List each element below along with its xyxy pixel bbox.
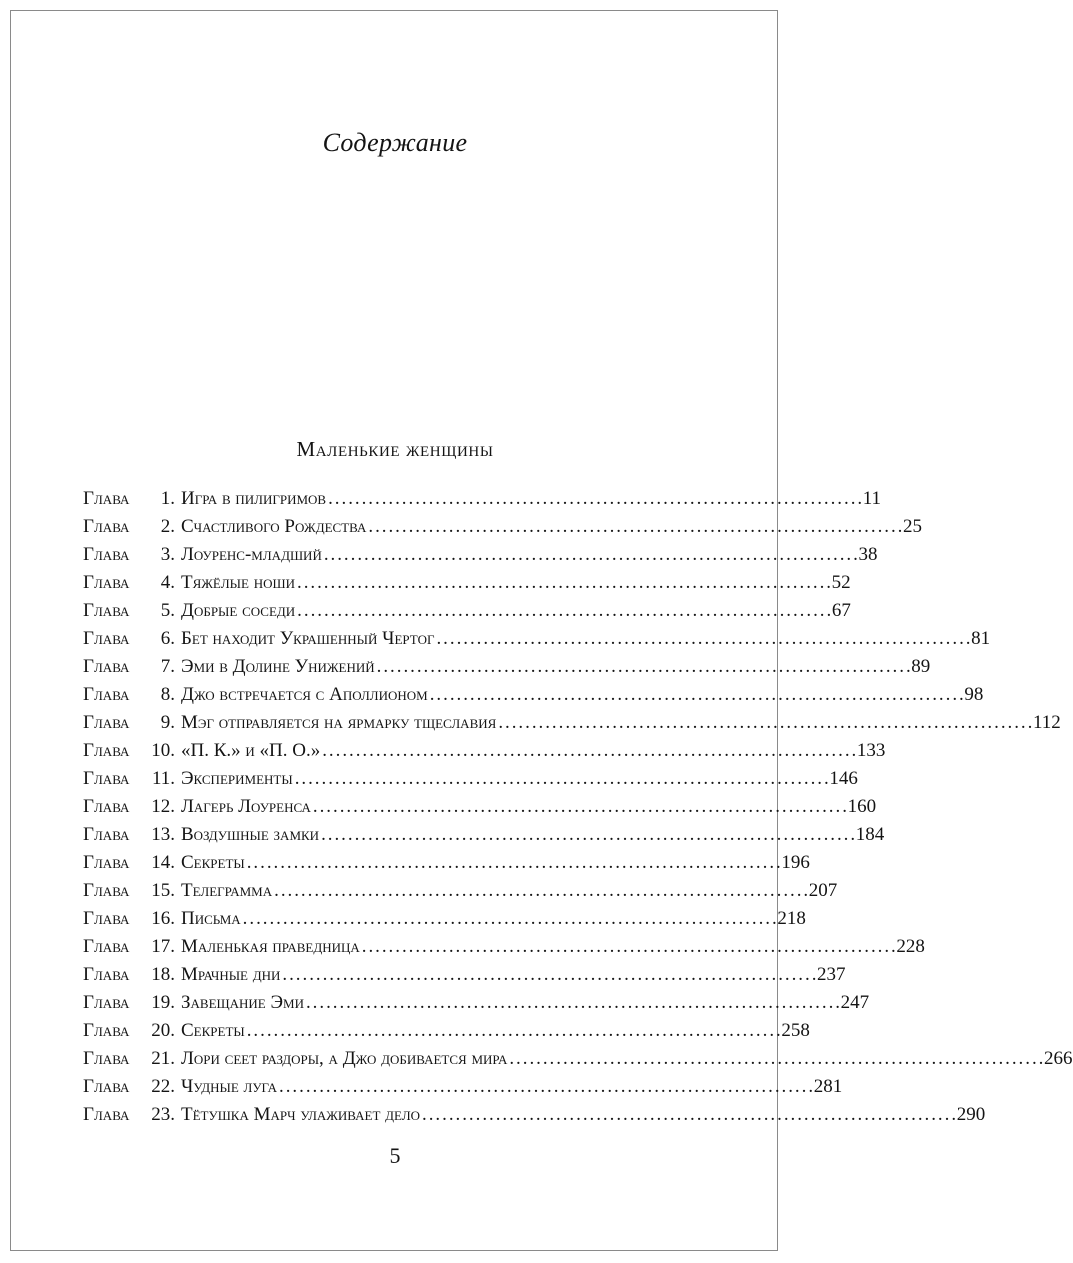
dot-leader [422,1101,955,1129]
chapter-page: 207 [808,880,838,901]
chapter-title: Тяжёлые ноши [181,572,295,593]
chapter-page: 184 [855,824,885,845]
toc-entry [83,793,877,821]
dot-leader [297,569,830,597]
chapter-title: Секреты [181,852,245,873]
toc-entry [83,485,882,513]
chapter-number: 6. [160,628,175,649]
chapter-number: 11. [151,768,175,789]
chapter-number: 15. [151,880,175,901]
chapter-prefix: Глава [83,768,130,789]
chapter-number: 3. [160,544,175,565]
toc-entry [83,1045,1073,1073]
toc-entry [83,905,806,933]
dot-leader [279,1073,812,1101]
chapter-number: 2. [160,516,175,537]
chapter-title: Лори сеет раздоры, а Джо добивается мира [181,1048,508,1069]
toc-entry [83,513,923,541]
toc-entry [83,541,878,569]
chapter-page: 89 [911,656,931,677]
dot-leader [295,765,828,793]
page-number: 5 [389,1143,401,1168]
toc-entry [83,1073,843,1101]
dot-leader [430,681,963,709]
chapter-number: 5. [160,600,175,621]
toc-entry [83,821,885,849]
dot-leader [509,1045,1042,1073]
chapter-prefix: Глава [83,964,130,985]
chapter-prefix: Глава [83,824,130,845]
chapter-title: Джо встречается с Аполлионом [181,684,428,705]
toc-entry [83,597,851,625]
chapter-title: Эксперименты [181,768,293,789]
chapter-title: Бет находит Украшенный Чертог [181,628,435,649]
chapter-number: 17. [151,936,175,957]
dot-leader [436,625,969,653]
dot-leader [322,737,855,765]
chapter-title: Маленькая праведница [181,936,360,957]
toc-heading: Содержание [322,128,468,157]
chapter-number: 22. [151,1076,175,1097]
chapter-page: 237 [817,964,846,985]
chapter-title: Лагерь Лоуренса [181,796,311,817]
chapter-title: Телеграмма [181,880,273,901]
toc-entry [83,1101,986,1129]
chapter-page: 247 [840,992,870,1013]
chapter-prefix: Глава [83,712,130,733]
chapter-number: 8. [160,684,175,705]
toc-list [83,485,1073,1129]
chapter-number: 16. [151,908,175,929]
chapter-prefix: Глава [83,880,130,901]
chapter-title: Эми в Долине Унижений [181,656,375,677]
chapter-page: 160 [847,796,877,817]
chapter-page: 228 [896,936,925,957]
chapter-title: Воздушные замки [181,824,320,845]
chapter-prefix: Глава [83,684,130,705]
chapter-title: Мрачные дни [181,964,281,985]
chapter-page: 281 [813,1076,843,1097]
toc-entry [83,681,984,709]
chapter-prefix: Глава [83,488,130,509]
toc-entry [83,737,886,765]
chapter-prefix: Глава [83,740,130,761]
dot-leader [328,485,861,513]
chapter-number: 10. [151,740,175,761]
chapter-page: 98 [964,684,984,705]
chapter-number: 23. [151,1104,175,1125]
chapter-prefix: Глава [83,1104,130,1125]
chapter-number: 19. [151,992,175,1013]
chapter-number: 1. [160,488,175,509]
dot-leader [306,989,839,1017]
chapter-prefix: Глава [83,656,130,677]
toc-entry [83,849,810,877]
chapter-title: Лоуренс-младший [181,544,322,565]
chapter-title: Письма [181,908,241,929]
chapter-number: 7. [160,656,175,677]
chapter-title: Чудные луга [181,1076,278,1097]
chapter-title: Завещание Эми [181,992,304,1013]
chapter-prefix: Глава [83,572,130,593]
toc-entry [83,709,1061,737]
chapter-page: 133 [856,740,886,761]
chapter-prefix: Глава [83,1020,130,1041]
toc-entry [83,1017,810,1045]
toc-entry [83,877,838,905]
chapter-page: 258 [781,1020,810,1041]
chapter-prefix: Глава [83,600,130,621]
chapter-page: 52 [831,572,851,593]
chapter-prefix: Глава [83,992,130,1013]
dot-leader [498,709,1031,737]
chapter-title: «П. К.» и «П. О.» [181,740,321,761]
chapter-number: 20. [151,1020,175,1041]
chapter-prefix: Глава [83,1048,130,1069]
dot-leader [243,905,776,933]
dot-leader [247,1017,780,1045]
chapter-page: 38 [858,544,878,565]
toc-entry [83,933,925,961]
chapter-prefix: Глава [83,628,130,649]
chapter-number: 12. [151,796,175,817]
chapter-page: 11 [862,488,882,509]
dot-leader [274,877,807,905]
chapter-title: Добрые соседи [181,600,296,621]
toc-entry [83,625,991,653]
toc-entry [83,765,858,793]
chapter-prefix: Глава [83,516,130,537]
chapter-title: Тётушка Марч улаживает дело [181,1104,421,1125]
dot-leader [313,793,846,821]
book-title: Маленькие женщины [296,437,494,461]
toc-entry [83,569,851,597]
chapter-prefix: Глава [83,908,130,929]
chapter-page: 290 [956,1104,986,1125]
dot-leader [247,849,780,877]
chapter-page: 218 [777,908,806,929]
chapter-title: Секреты [181,1020,245,1041]
dot-leader [324,541,857,569]
dot-leader [368,513,901,541]
dot-leader [297,597,830,625]
dot-leader [321,821,854,849]
chapter-number: 4. [160,572,175,593]
chapter-page: 81 [971,628,991,649]
toc-entry [83,989,870,1017]
dot-leader [362,933,895,961]
chapter-title: Мэг отправляется на ярмарку тщеславия [181,712,497,733]
dot-leader [282,961,815,989]
chapter-page: 67 [831,600,851,621]
chapter-page: 266 [1044,1048,1073,1069]
chapter-number: 14. [151,852,175,873]
chapter-page: 146 [829,768,858,789]
chapter-page: 196 [781,852,810,873]
chapter-prefix: Глава [83,796,130,817]
toc-entry [83,961,846,989]
toc-entry [83,653,931,681]
chapter-number: 18. [151,964,175,985]
chapter-page: 112 [1032,712,1061,733]
chapter-prefix: Глава [83,544,130,565]
chapter-number: 13. [151,824,175,845]
chapter-title: Счастливого Рождества [181,516,367,537]
dot-leader [377,653,910,681]
chapter-number: 9. [160,712,175,733]
chapter-number: 21. [151,1048,175,1069]
chapter-page: 25 [903,516,923,537]
chapter-prefix: Глава [83,852,130,873]
chapter-prefix: Глава [83,1076,130,1097]
chapter-prefix: Глава [83,936,130,957]
chapter-title: Игра в пилигримов [181,488,327,509]
